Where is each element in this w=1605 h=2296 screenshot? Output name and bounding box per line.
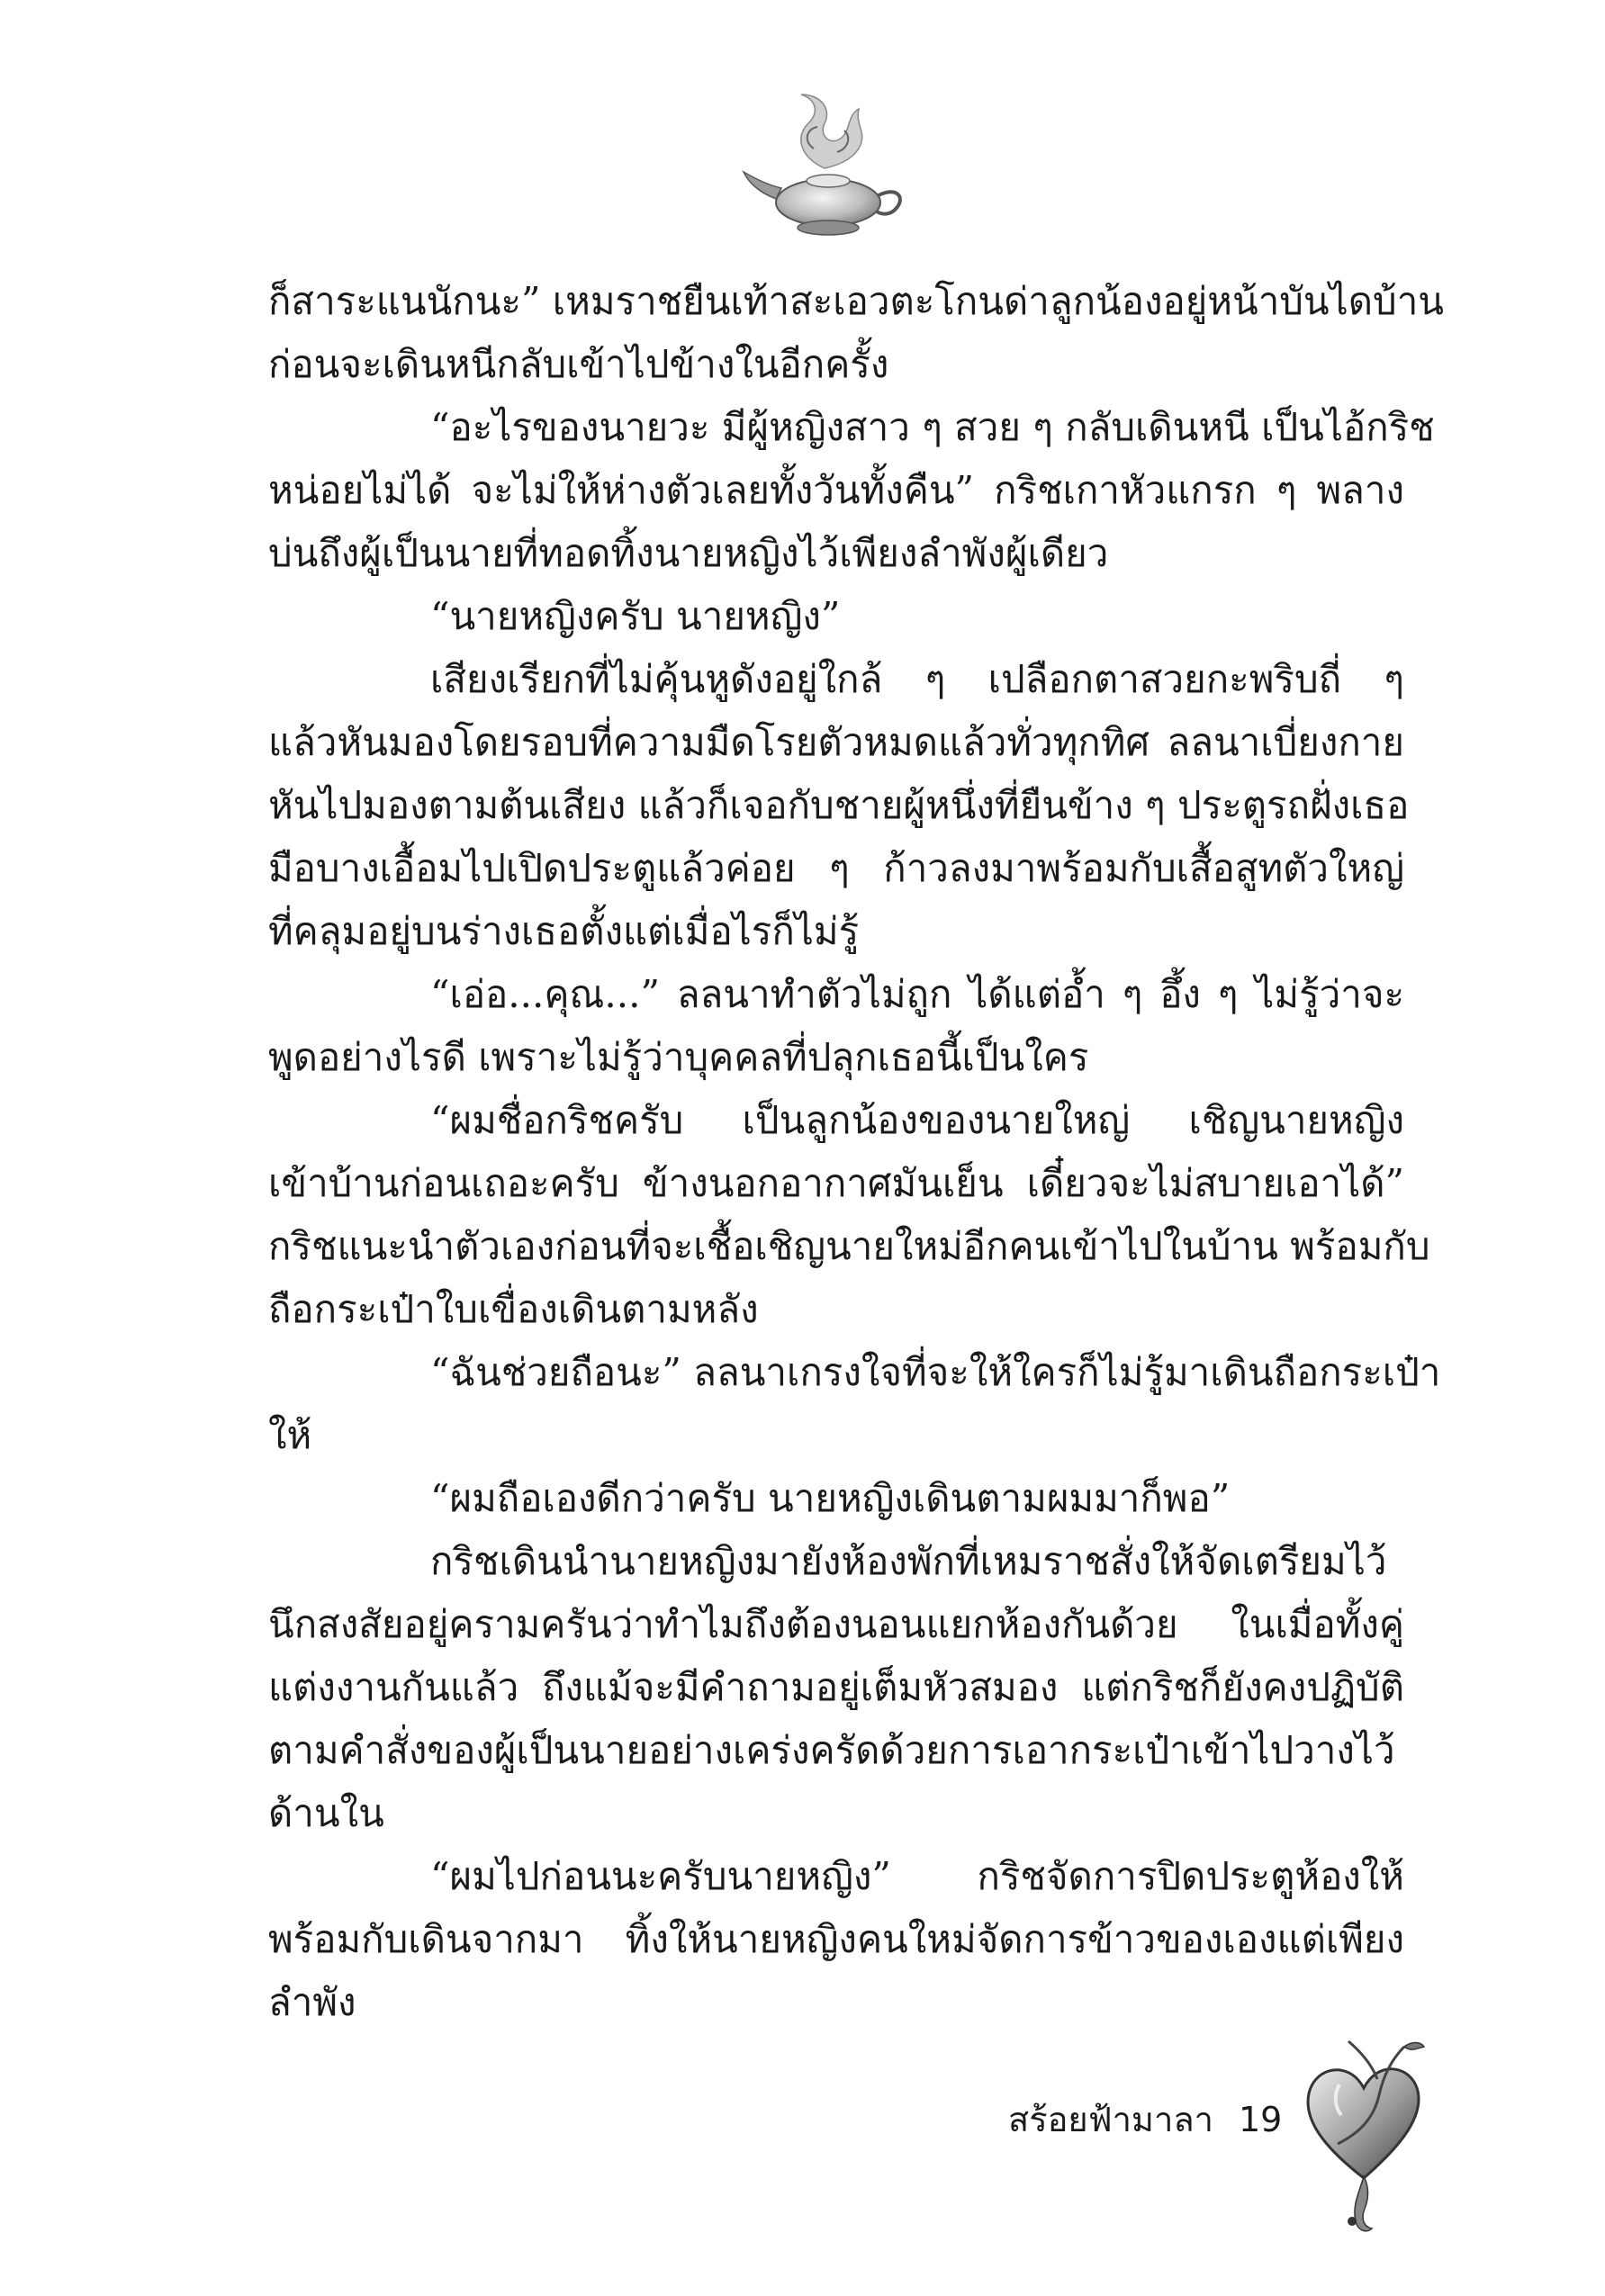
text-line: หน่อยไม่ได้ จะไม่ให้ห่างตัวเลยทั้งวันทั้งคืน” กริชเกาหัวแกรก ๆ พลาง: [268, 468, 1404, 512]
body-text: [268, 270, 1444, 2034]
text-line: “ผมถือเองดีกว่าครับ นายหญิงเดินตามผมมาก็พอ”: [430, 1476, 1231, 1520]
text-line: ตามคำสั่งของผู้เป็นนายอย่างเคร่งครัดด้วยการเอากระเป๋าเข้าไปวางไว้: [268, 1728, 1395, 1772]
text-line: ก็สาระแนนักนะ” เหมราชยืนเท้าสะเอวตะโกนด่าลูกน้องอยู่หน้าบันไดบ้าน: [268, 279, 1444, 323]
text-line: กริชแนะนำตัวเองก่อนที่จะเชื้อเชิญนายใหม่อีกคนเข้าไปในบ้าน พร้อมกับ: [268, 1224, 1430, 1268]
text-line: ที่คลุมอยู่บนร่างเธอตั้งแต่เมื่อไรก็ไม่รู้: [268, 909, 860, 953]
text-line: “นายหญิงครับ นายหญิง”: [430, 594, 841, 638]
paragraph: [268, 1341, 1441, 1467]
text-line: ด้านใน: [268, 1791, 384, 1835]
text-line: เสียงเรียกที่ไม่คุ้นหูดังอยู่ใกล้ ๆ เปลือกตาสวยกะพริบถี่ ๆ: [430, 657, 1404, 701]
text-line: เข้าบ้านก่อนเถอะครับ ข้างนอกอากาศมันเย็น เดี๋ยวจะไม่สบายเอาได้”: [268, 1161, 1404, 1205]
text-line: มือบางเอื้อมไปเปิดประตูแล้วค่อย ๆ ก้าวลงมาพร้อมกับเสื้อสูทตัวใหญ่: [268, 846, 1404, 890]
text-line: ถือกระเป๋าใบเขื่องเดินตามหลัง: [268, 1287, 759, 1331]
paragraph: [268, 1845, 1404, 2034]
text-line: “อะไรของนายวะ มีผู้หญิงสาว ๆ สวย ๆ กลับเดินหนี เป็นไอ้กริช: [430, 405, 1435, 449]
paragraph: [268, 396, 1435, 585]
text-line: นึกสงสัยอยู่ครามครันว่าทำไมถึงต้องนอนแยกห้องกันด้วย ในเมื่อทั้งคู่: [268, 1602, 1404, 1646]
text-line: พูดอย่างไรดี เพราะไม่รู้ว่าบุคคลที่ปลุกเธอนี้เป็นใคร: [268, 1035, 1089, 1079]
page-number: 19: [1238, 2100, 1283, 2139]
text-line: บ่นถึงผู้เป็นนายที่ทอดทิ้งนายหญิงไว้เพียงลำพังผู้เดียว: [268, 531, 1109, 575]
paragraph: [268, 648, 1410, 963]
book-title: สร้อยฟ้ามาลา: [1008, 2100, 1213, 2139]
page-footer: [1008, 2084, 1282, 2156]
paragraph: [268, 1467, 1404, 1530]
text-line: ก่อนจะเดินหนีกลับเข้าไปข้างในอีกครั้ง: [268, 342, 889, 386]
text-line: แล้วหันมองโดยรอบที่ความมืดโรยตัวหมดแล้วทั่วทุกทิศ ลลนาเบี่ยงกาย: [268, 720, 1404, 764]
paragraph: [268, 585, 1404, 648]
text-line: หันไปมองตามต้นเสียง แล้วก็เจอกับชายผู้หนึ่งที่ยืนข้าง ๆ ประตูรถฝั่งเธอ: [268, 783, 1410, 827]
text-line: แต่งงานกันแล้ว ถึงแม้จะมีคำถามอยู่เต็มหัวสมอง แต่กริชก็ยังคงปฏิบัติ: [268, 1665, 1404, 1709]
text-line: กริชเดินนำนายหญิงมายังห้องพักที่เหมราชสั่งให้จัดเตรียมไว้: [430, 1539, 1387, 1583]
teapot-ornament-icon: [738, 86, 918, 248]
text-line: “เอ่อ...คุณ...” ลลนาทำตัวไม่ถูก ได้แต่อ้ำ ๆ อึ้ง ๆ ไม่รู้ว่าจะ: [430, 972, 1404, 1016]
text-line: “ผมชื่อกริชครับ เป็นลูกน้องของนายใหญ่ เชิญนายหญิง: [430, 1098, 1404, 1142]
paragraph: [268, 1530, 1404, 1845]
text-line: ลำพัง: [268, 1980, 356, 2024]
text-line: พร้อมกับเดินจากมา ทิ้งให้นายหญิงคนใหม่จัดการข้าวของเองแต่เพียง: [268, 1917, 1404, 1961]
text-line: ให้: [268, 1413, 312, 1457]
text-line: “ฉันช่วยถือนะ” ลลนาเกรงใจที่จะให้ใครก็ไม่รู้มาเดินถือกระเป๋า: [430, 1350, 1441, 1394]
paragraph: [268, 1089, 1430, 1341]
paragraph: [268, 963, 1404, 1089]
text-line: “ผมไปก่อนนะครับนายหญิง” กริชจัดการปิดประตูห้องให้: [430, 1854, 1404, 1898]
heart-ornament-icon: [1296, 2025, 1431, 2241]
paragraph: [268, 270, 1444, 396]
